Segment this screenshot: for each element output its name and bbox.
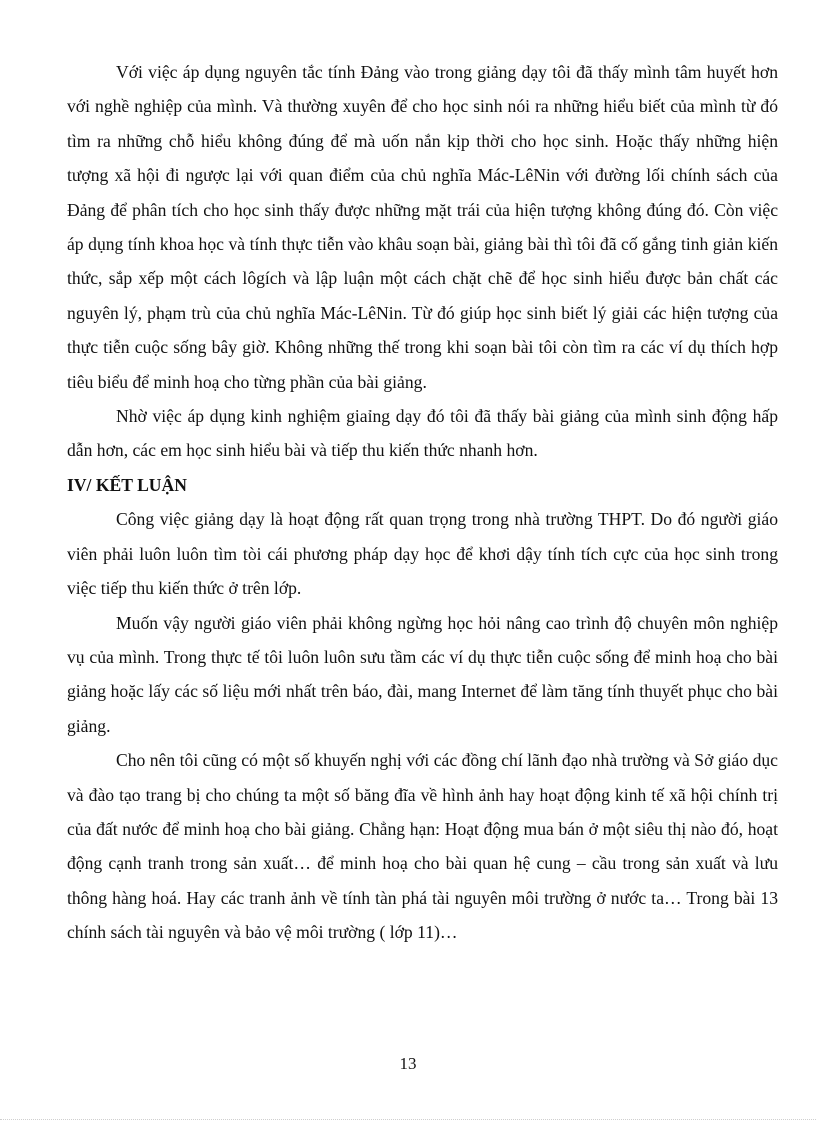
section-heading-conclusion: IV/ KẾT LUẬN <box>67 474 187 495</box>
paragraph-party-principle: Với việc áp dụng nguyên tắc tính Đảng vào trong giảng dạy tôi đã thấy mình tâm huyết hơn với nghề nghiệp của mình. Và thường xuyên để cho học sinh nói ra những hiểu biết của mình từ đó tìm ra những chỗ hiểu không đúng để mà uốn nắn kịp thời cho học sinh. Hoặc thấy những hiện tượng xã hội đi ngược lại với quan điểm của chủ nghĩa Mác-LêNin với đường lối chính sách của Đảng để phân tích cho học sinh thấy được những mặt trái của hiện tượng không đúng đó. Còn việc áp dụng tính khoa học và tính thực tiễn vào khâu soạn bài, giảng bài thì tôi đã cố gắng tinh giản kiến thức, sắp xếp một cách lôgích và lập luận một cách chặt chẽ để học sinh hiểu được bản chất các nguyên lý, phạm trù của chủ nghĩa Mác-LêNin. Từ đó giúp học sinh biết lý giải các hiện tượng của thực tiễn cuộc sống bây giờ. Không những thế trong khi soạn bài tôi còn tìm ra các ví dụ thích hợp tiêu biểu để minh hoạ cho từng phần của bài giảng. <box>67 62 778 392</box>
paragraph-professional-development: Muốn vậy người giáo viên phải không ngừng học hỏi nâng cao trình độ chuyên môn nghiệp vụ của mình. Trong thực tế tôi luôn luôn sưu tầm các ví dụ thực tiễn cuộc sống để minh hoạ cho bài giảng hoặc lấy các số liệu mới nhất trên báo, đài, mang Internet để làm tăng tính thuyết phục cho bài giảng. <box>67 612 778 736</box>
paragraph-recommendations: Cho nên tôi cũng có một số khuyến nghị với các đồng chí lãnh đạo nhà trường và Sở giáo dục và đào tạo trang bị cho chúng ta một số băng đĩa về hình ảnh hay hoạt động kinh tế xã hội chính trị của đất nước để minh hoạ cho bài giảng. Chẳng hạn: Hoạt động mua bán ở một siêu thị nào đó, hoạt động cạnh tranh trong sản xuất… để minh hoạ cho bài quan hệ cung – cầu trong sản xuất và lưu thông hàng hoá. Hay các tranh ảnh về tính tàn phá tài nguyên môi trường ở nước ta… Trong bài 13 chính sách tài nguyên và bảo vệ môi trường ( lớp 11)… <box>67 750 778 943</box>
bottom-divider <box>0 1119 816 1120</box>
page-number: 13 <box>399 1054 417 1073</box>
paragraph-teaching-importance: Công việc giảng dạy là hoạt động rất quan trọng trong nhà trường THPT. Do đó người giáo viên phải luôn luôn tìm tòi cái phương pháp dạy học để khơi dậy tính tích cực của học sinh trong việc tiếp thu kiến thức ở trên lớp. <box>67 509 778 599</box>
paragraph-teaching-result: Nhờ việc áp dụng kinh nghiệm giaỉng dạy đó tôi đã thấy bài giảng của mình sinh động hấp dẫn hơn, các em học sinh hiểu bài và tiếp thu kiến thức nhanh hơn. <box>67 406 778 461</box>
body-text <box>67 55 778 950</box>
